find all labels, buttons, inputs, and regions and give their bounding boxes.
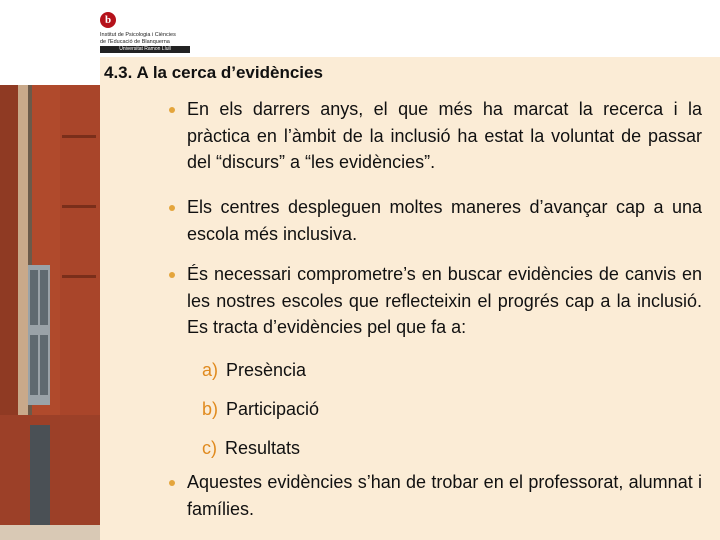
sub-item-b [202,399,319,420]
logo-line-2: de l'Educació de Blanquerna [100,39,170,45]
sub-item-c [202,438,300,459]
logo-mark-icon: b [100,12,116,28]
logo-line-1: Institut de Psicologia i Ciències [100,32,176,38]
sub-item-label: Resultats [225,438,301,458]
bullet-text-4: Aquestes evidències s’han de trobar en el professorat, alumnat i famílies. [187,472,702,519]
bullet-text-1: En els darrers anys, el que més ha marcat la recerca i la pràctica en l’àmbit de la inclusió ha estat la voluntat de passar del “discurs” a “les evidències”. [187,99,702,172]
bullet-icon [169,272,175,278]
sub-item-a [202,360,306,381]
slide-content [100,87,720,540]
bullet-icon [169,107,175,113]
sub-item-marker: a) [202,360,219,380]
bullet-text-3: És necessari comprometre’s en buscar evidències de canvis en les nostres escoles que reflecteixin el progrés cap a la inclusió. Es tracta d’evidències pel que fa a: [187,264,702,337]
bullet-text-2: Els centres despleguen moltes maneres d’avançar cap a una escola més inclusiva. [187,197,702,244]
title-band [100,57,720,89]
slide-title: 4.3. A la cerca d’evidències [104,63,323,82]
sub-item-label: Presència [226,360,307,380]
building-photo [0,85,100,540]
sub-item-marker: c) [202,438,217,458]
institution-logo [100,8,192,52]
logo-university-bar: Universitat Ramon Llull [100,46,190,53]
bullet-icon [169,205,175,211]
bullet-icon [169,480,175,486]
sub-item-label: Participació [226,399,320,419]
sub-item-marker: b) [202,399,219,419]
